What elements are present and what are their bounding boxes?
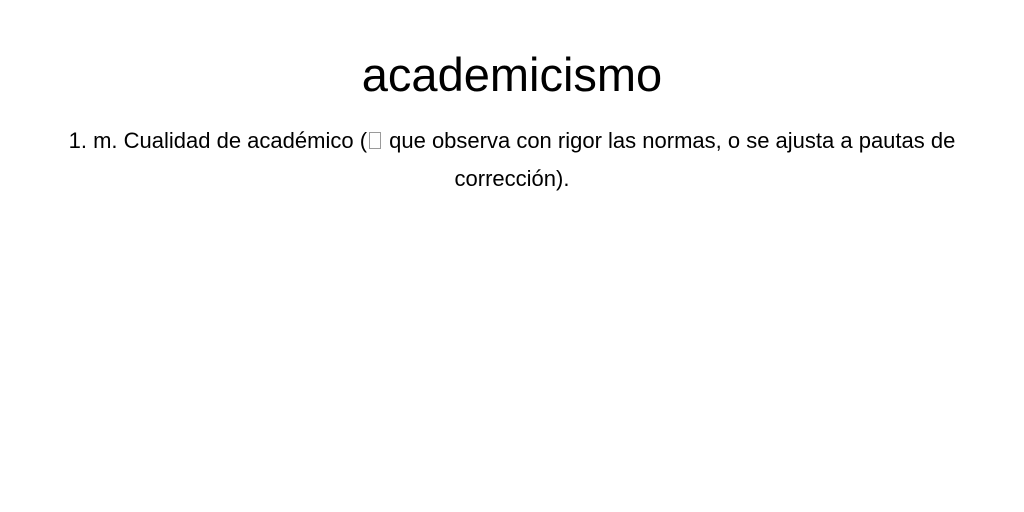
definition-text-start: 1. m. Cualidad de académico ( [68,128,368,153]
definition-sense-1 [60,122,964,198]
missing-glyph-box-icon [369,132,381,149]
definition-text-end: que observa con rigor las normas, o se ajusta a pautas de corrección). [383,128,956,191]
headword: academicismo [361,48,663,101]
